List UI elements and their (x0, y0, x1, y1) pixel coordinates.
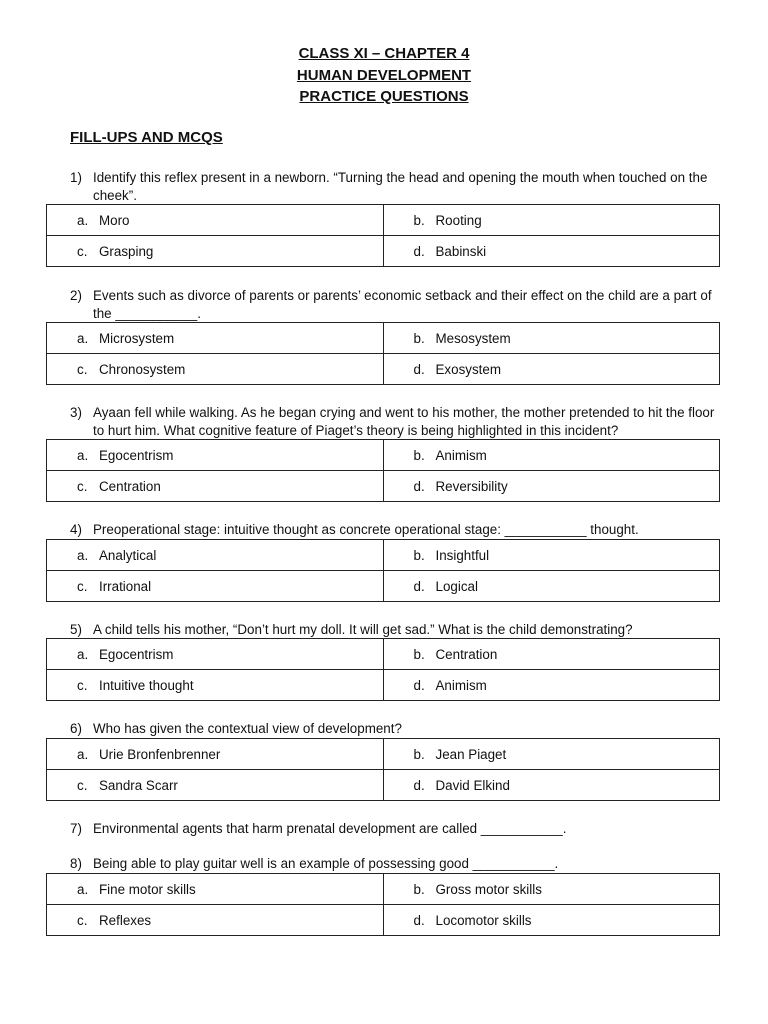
options-table-6 (46, 738, 720, 801)
question-3 (70, 404, 720, 439)
option-cell-a (47, 874, 384, 905)
option-cell-c (47, 354, 384, 385)
question-text: Environmental agents that harm prenatal development are called ___________. (93, 821, 567, 836)
option-text: David Elkind (435, 777, 510, 793)
option-text: Microsystem (99, 330, 175, 346)
document-title-practice: PRACTICE QUESTIONS (299, 88, 469, 105)
question-number: 1) (70, 170, 82, 185)
option-text: Egocentrism (99, 646, 174, 662)
option-letter: a. (77, 746, 89, 762)
option-text: Egocentrism (99, 447, 174, 463)
option-text: Moro (99, 212, 130, 228)
option-letter: c. (77, 777, 88, 793)
option-text: Urie Bronfenbrenner (99, 746, 221, 762)
option-cell-c (47, 905, 384, 936)
question-number: 8) (70, 856, 82, 871)
option-text: Exosystem (435, 361, 501, 377)
question-number: 5) (70, 622, 82, 637)
option-text: Animism (435, 677, 487, 693)
question-5 (70, 621, 720, 639)
option-text: Insightful (435, 547, 490, 563)
option-text: Sandra Scarr (99, 777, 178, 793)
option-cell-d (383, 236, 720, 267)
option-cell-d (383, 905, 720, 936)
option-text: Reflexes (99, 912, 152, 928)
option-cell-d (383, 770, 720, 801)
option-letter: d. (413, 777, 425, 793)
option-letter: c. (77, 243, 88, 259)
question-1 (70, 169, 720, 204)
option-text: Gross motor skills (435, 881, 542, 897)
option-text: Irrational (99, 578, 152, 594)
option-cell-c (47, 770, 384, 801)
option-text: Reversibility (435, 478, 508, 494)
document-title-class: CLASS XI – CHAPTER 4 (298, 45, 470, 62)
option-text: Babinski (435, 243, 487, 259)
option-cell-a (47, 540, 384, 571)
option-letter: a. (77, 212, 89, 228)
option-letter: b. (413, 881, 425, 897)
option-text: Mesosystem (435, 330, 511, 346)
option-cell-b (383, 323, 720, 354)
option-letter: c. (77, 478, 88, 494)
option-text: Centration (435, 646, 498, 662)
option-letter: d. (413, 578, 425, 594)
option-letter: c. (77, 677, 88, 693)
option-letter: b. (413, 212, 425, 228)
option-letter: c. (77, 912, 88, 928)
option-letter: a. (77, 646, 89, 662)
option-cell-a (47, 205, 384, 236)
option-text: Grasping (99, 243, 154, 259)
option-cell-b (383, 739, 720, 770)
option-letter: d. (413, 243, 425, 259)
question-8 (70, 855, 720, 873)
option-text: Analytical (99, 547, 157, 563)
question-text: Who has given the contextual view of development? (93, 721, 402, 736)
option-cell-d (383, 471, 720, 502)
option-cell-d (383, 354, 720, 385)
options-table-1 (46, 204, 720, 267)
option-text: Intuitive thought (99, 677, 194, 693)
option-cell-d (383, 670, 720, 701)
option-letter: a. (77, 547, 89, 563)
option-cell-c (47, 670, 384, 701)
option-text: Rooting (435, 212, 482, 228)
option-text: Animism (435, 447, 487, 463)
option-text: Logical (435, 578, 478, 594)
option-text: Locomotor skills (435, 912, 532, 928)
options-table-4 (46, 539, 720, 602)
option-letter: b. (413, 447, 425, 463)
option-cell-c (47, 471, 384, 502)
question-number: 2) (70, 288, 82, 303)
option-letter: d. (413, 677, 425, 693)
option-letter: c. (77, 578, 88, 594)
option-letter: b. (413, 330, 425, 346)
option-letter: b. (413, 646, 425, 662)
options-table-3 (46, 439, 720, 502)
option-cell-b (383, 440, 720, 471)
option-letter: d. (413, 912, 425, 928)
option-cell-a (47, 440, 384, 471)
option-cell-c (47, 236, 384, 267)
option-cell-a (47, 323, 384, 354)
option-text: Jean Piaget (435, 746, 507, 762)
question-text: Ayaan fell while walking. As he began crying and went to his mother, the mother pretended to hit the floor to hurt him. What cognitive feature of Piaget’s theory is being highlighted in this incident? (93, 405, 715, 438)
question-7 (70, 820, 720, 838)
option-cell-a (47, 739, 384, 770)
question-4 (70, 521, 720, 539)
question-number: 4) (70, 522, 82, 537)
question-6 (70, 720, 720, 738)
question-number: 6) (70, 721, 82, 736)
option-text: Chronosystem (99, 361, 186, 377)
options-table-8 (46, 873, 720, 936)
option-letter: a. (77, 881, 89, 897)
option-cell-c (47, 571, 384, 602)
option-cell-a (47, 639, 384, 670)
option-letter: a. (77, 447, 89, 463)
option-letter: a. (77, 330, 89, 346)
options-table-5 (46, 638, 720, 701)
option-letter: b. (413, 547, 425, 563)
option-cell-b (383, 639, 720, 670)
option-cell-d (383, 571, 720, 602)
question-text: Events such as divorce of parents or parents’ economic setback and their effect on the child are a part of the ___________. (93, 288, 712, 321)
question-2 (70, 287, 720, 322)
option-letter: d. (413, 478, 425, 494)
option-text: Centration (99, 478, 161, 494)
option-letter: b. (413, 746, 425, 762)
question-text: Identify this reflex present in a newborn. “Turning the head and opening the mouth when touched on the cheek”. (93, 170, 708, 203)
option-letter: c. (77, 361, 88, 377)
option-cell-b (383, 205, 720, 236)
question-text: Preoperational stage: intuitive thought as concrete operational stage: ___________ thought. (93, 522, 639, 537)
question-number: 7) (70, 821, 82, 836)
option-cell-b (383, 874, 720, 905)
option-letter: d. (413, 361, 425, 377)
option-text: Fine motor skills (99, 881, 196, 897)
options-table-2 (46, 322, 720, 385)
question-text: A child tells his mother, “Don’t hurt my doll. It will get sad.” What is the child demonstrating? (93, 622, 633, 637)
question-number: 3) (70, 405, 82, 420)
question-text: Being able to play guitar well is an example of possessing good ___________. (93, 856, 559, 871)
document-title-subject: HUMAN DEVELOPMENT (296, 67, 472, 84)
option-cell-b (383, 540, 720, 571)
section-title: FILL-UPS AND MCQS (70, 129, 223, 146)
